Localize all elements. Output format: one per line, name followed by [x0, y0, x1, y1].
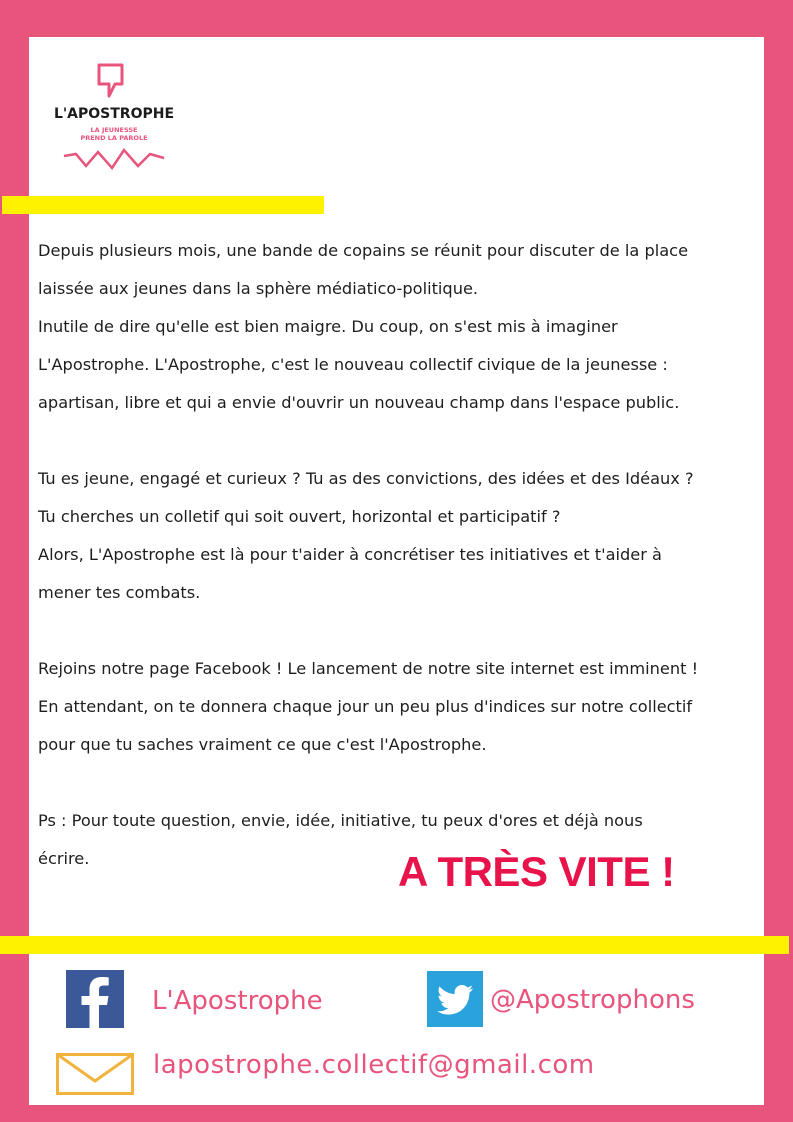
body-line: Tu es jeune, engagé et curieux ? Tu as des convictions, des idées et des Idéaux ? — [38, 469, 694, 488]
body-line: L'Apostrophe. L'Apostrophe, c'est le nouveau collectif civique de la jeunesse : — [38, 355, 668, 374]
logo-tagline-line1: LA JEUNESSE — [90, 126, 138, 134]
closing-slogan: A TRÈS VITE ! — [398, 848, 675, 895]
body-line: Tu cherches un colletif qui soit ouvert, horizontal et participatif ? — [38, 507, 561, 526]
facebook-link[interactable]: L'Apostrophe — [152, 986, 323, 1016]
paragraph-gap — [38, 764, 758, 802]
twitter-link[interactable]: @Apostrophons — [490, 985, 695, 1015]
body-text — [38, 232, 758, 878]
accent-bar-bottom — [0, 936, 789, 954]
facebook-icon[interactable] — [66, 970, 124, 1028]
body-line: Ps : Pour toute question, envie, idée, initiative, tu peux d'ores et déjà nous — [38, 811, 643, 830]
body-line: Inutile de dire qu'elle est bien maigre. Du coup, on s'est mis à imaginer — [38, 317, 618, 336]
body-line: Alors, L'Apostrophe est là pour t'aider à concrétiser tes initiatives et t'aider à — [38, 545, 662, 564]
logo-tagline — [44, 126, 184, 142]
body-line: apartisan, libre et qui a envie d'ouvrir un nouveau champ dans l'espace public. — [38, 393, 680, 412]
envelope-icon[interactable] — [56, 1053, 134, 1095]
body-line: Rejoins notre page Facebook ! Le lancement de notre site internet est imminent ! — [38, 659, 699, 678]
accent-bar-top — [2, 196, 324, 214]
apostrophe-icon — [96, 62, 126, 100]
logo-tagline-line2: PREND LA PAROLE — [80, 134, 148, 142]
logo — [44, 60, 184, 180]
body-line: En attendant, on te donnera chaque jour un peu plus d'indices sur notre collectif — [38, 697, 693, 716]
body-line: mener tes combats. — [38, 583, 201, 602]
body-line: pour que tu saches vraiment ce que c'est l'Apostrophe. — [38, 735, 487, 754]
body-line: écrire. — [38, 849, 90, 868]
logo-title: L'APOSTROPHE — [53, 106, 175, 122]
body-line: Depuis plusieurs mois, une bande de copains se réunit pour discuter de la place — [38, 241, 689, 260]
email-link[interactable]: lapostrophe.collectif@gmail.com — [153, 1050, 595, 1080]
twitter-icon[interactable] — [427, 971, 483, 1027]
zigzag-icon — [62, 146, 166, 176]
paragraph-gap — [38, 422, 758, 460]
body-line: laissée aux jeunes dans la sphère médiatico-politique. — [38, 279, 479, 298]
paragraph-gap — [38, 612, 758, 650]
